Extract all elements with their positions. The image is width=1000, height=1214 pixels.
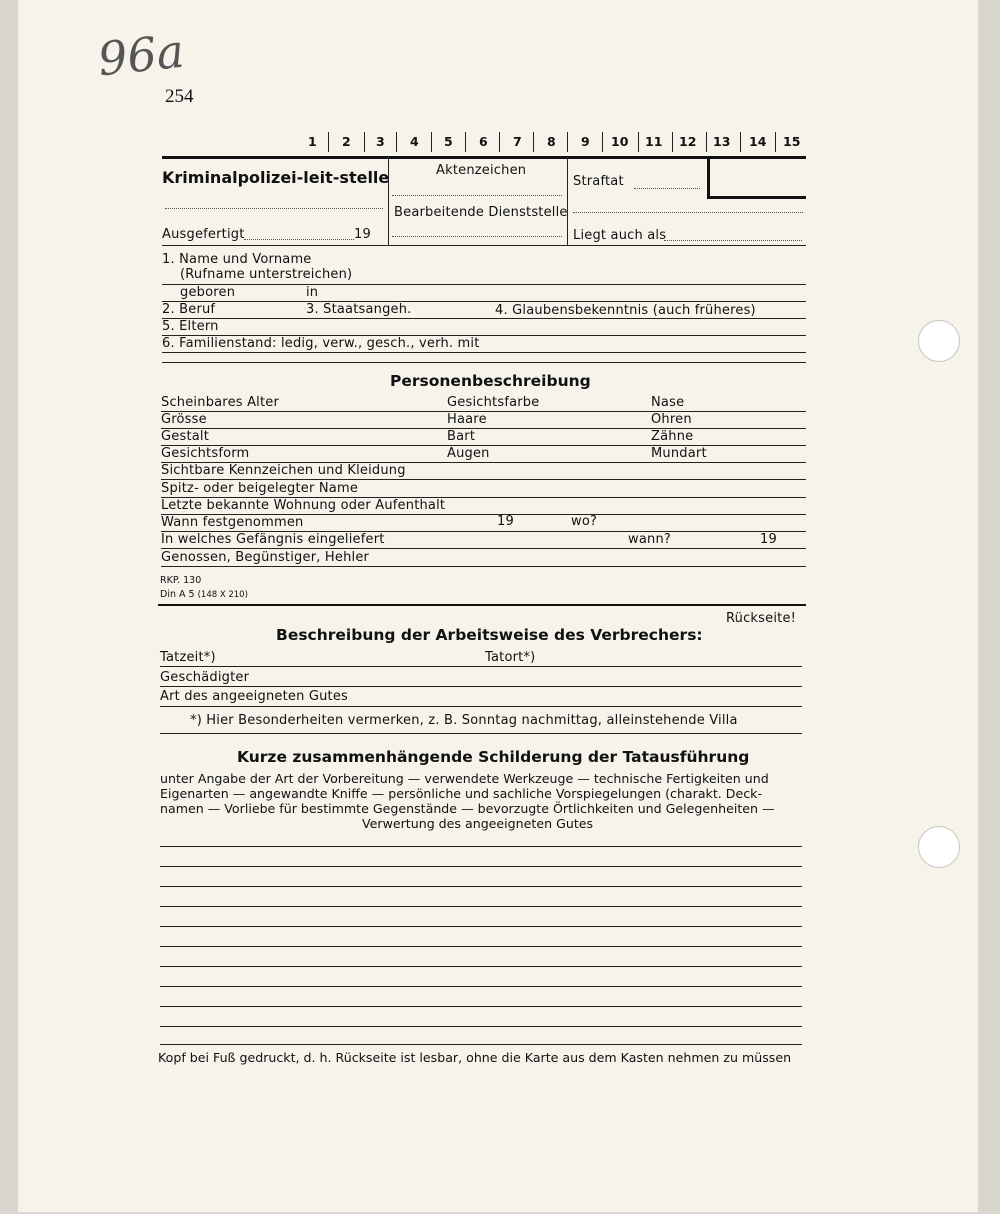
number-cell: 14 <box>749 134 767 149</box>
name-label: 1. Name und Vorname <box>162 252 312 267</box>
haare-label: Haare <box>447 412 487 427</box>
number-cell: 15 <box>783 134 801 149</box>
gefaengnis-year: 19 <box>760 532 777 547</box>
geschaedigter-label: Geschädigter <box>160 670 250 685</box>
nase-label: Nase <box>651 395 685 410</box>
writing-line[interactable] <box>160 886 802 887</box>
zaehne-label: Zähne <box>651 429 694 444</box>
festgenommen-year: 19 <box>497 514 514 529</box>
gut-label: Art des angeeigneten Gutes <box>160 689 349 704</box>
rueckseite-note: Rückseite! <box>726 611 797 626</box>
tatort-label: Tatort*) <box>485 650 536 665</box>
form-card <box>18 0 978 1212</box>
glaubensbekenntnis-label: 4. Glaubensbekenntnis (auch früheres) <box>495 303 756 318</box>
writing-line[interactable] <box>160 846 802 847</box>
number-cell: 3 <box>376 134 385 149</box>
ohren-label: Ohren <box>651 412 692 427</box>
number-cell: 1 <box>308 134 317 149</box>
wann-label: wann? <box>628 532 671 547</box>
scheinbares-alter-label: Scheinbares Alter <box>161 395 280 410</box>
footnote: *) Hier Besonderheiten vermerken, z. B. Sonntag nachmittag, alleinstehende Villa <box>190 713 738 728</box>
header-title: Kriminalpolizei-leit-stelle <box>162 168 390 187</box>
writing-line[interactable] <box>160 1026 802 1027</box>
tatzeit-label: Tatzeit*) <box>160 650 216 665</box>
form-code-rkp: RKP. 130 <box>160 575 202 586</box>
writing-line[interactable] <box>160 986 802 987</box>
gesichtsfarbe-label: Gesichtsfarbe <box>447 395 540 410</box>
familienstand-label: 6. Familienstand: ledig, verw., gesch., verh. mit <box>162 336 480 351</box>
aktenzeichen-label: Aktenzeichen <box>436 163 527 178</box>
staatsangeh-label: 3. Staatsangeh. <box>306 302 412 317</box>
writing-line[interactable] <box>160 966 802 967</box>
gestalt-label: Gestalt <box>161 429 210 444</box>
punch-hole-top <box>918 320 960 362</box>
schilderung-heading: Kurze zusammenhängende Schilderung der Tatausführung <box>237 748 750 766</box>
din-format: Din A 5 <box>160 589 195 600</box>
number-cell: 13 <box>713 134 731 149</box>
wohnung-label: Letzte bekannte Wohnung oder Aufenthalt <box>161 498 446 513</box>
gefaengnis-label: In welches Gefängnis eingeliefert <box>161 532 385 547</box>
din-size: (148 X 210) <box>197 590 248 600</box>
writing-line[interactable] <box>160 866 802 867</box>
straftat-label: Straftat <box>573 174 624 189</box>
festgenommen-label: Wann festgenommen <box>161 515 304 530</box>
spitzname-label: Spitz- oder beigelegter Name <box>161 481 359 496</box>
number-cell: 5 <box>444 134 453 149</box>
bearbeitende-label: Bearbeitende Dienststelle <box>394 205 568 220</box>
eltern-label: 5. Eltern <box>162 319 219 334</box>
punch-hole-bottom <box>918 826 960 868</box>
number-cell: 10 <box>611 134 629 149</box>
footer-note: Kopf bei Fuß gedruckt, d. h. Rückseite ist lesbar, ohne die Karte aus dem Kasten nehmen zu müssen <box>158 1050 792 1065</box>
kennzeichen-label: Sichtbare Kennzeichen und Kleidung <box>161 463 406 478</box>
bart-label: Bart <box>447 429 476 444</box>
number-cell: 8 <box>547 134 556 149</box>
number-cell: 11 <box>645 134 663 149</box>
number-cell: 6 <box>479 134 488 149</box>
form-code-din <box>160 589 248 600</box>
geboren-label: geboren <box>180 285 236 300</box>
number-cell: 7 <box>513 134 522 149</box>
schilderung-intro-line: Verwertung des angeeigneten Gutes <box>362 816 594 831</box>
augen-label: Augen <box>447 446 490 461</box>
mundart-label: Mundart <box>651 446 707 461</box>
rufname-note: (Rufname unterstreichen) <box>180 267 353 282</box>
genossen-label: Genossen, Begünstiger, Hehler <box>161 550 370 565</box>
writing-line[interactable] <box>160 1044 802 1045</box>
gesichtsform-label: Gesichtsform <box>161 446 250 461</box>
schilderung-intro-line: namen — Vorliebe für bestimmte Gegenstände — bevorzugte Örtlichkeiten und Gelegenheiten — <box>160 801 775 816</box>
number-cell: 2 <box>342 134 351 149</box>
schilderung-intro-line: unter Angabe der Art der Vorbereitung — verwendete Werkzeuge — technische Fertigkeiten und <box>160 771 769 786</box>
handwritten-number: 96a <box>95 23 187 87</box>
arbeitsweise-heading: Beschreibung der Arbeitsweise des Verbrechers: <box>276 626 703 644</box>
page-number: 254 <box>165 86 194 107</box>
beruf-label: 2. Beruf <box>162 302 216 317</box>
writing-line[interactable] <box>160 906 802 907</box>
ausgefertigt-label: Ausgefertigt <box>162 227 245 242</box>
wo-label: wo? <box>571 514 598 529</box>
writing-line[interactable] <box>160 926 802 927</box>
number-cell: 9 <box>581 134 590 149</box>
schilderung-intro-line: Eigenarten — angewandte Kniffe — persönliche und sachliche Vorspiegelungen (charakt. Deck- <box>160 786 762 801</box>
writing-line[interactable] <box>160 1006 802 1007</box>
groesse-label: Grösse <box>161 412 207 427</box>
number-cell: 12 <box>679 134 697 149</box>
in-label: in <box>306 285 319 300</box>
liegt-auch-label: Liegt auch als <box>573 228 667 243</box>
number-cell: 4 <box>410 134 419 149</box>
ausgefertigt-year: 19 <box>354 227 371 242</box>
writing-line[interactable] <box>160 946 802 947</box>
personenbeschreibung-heading: Personenbeschreibung <box>390 372 591 390</box>
